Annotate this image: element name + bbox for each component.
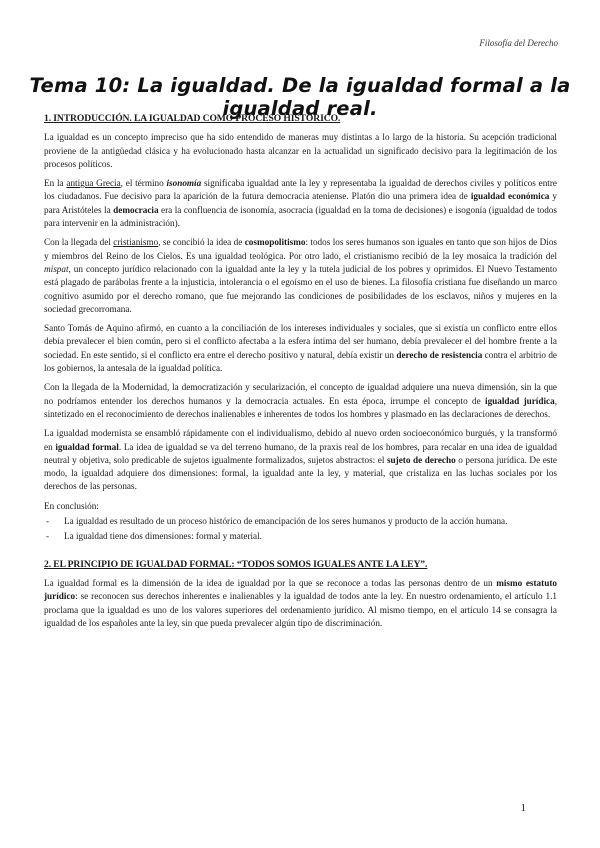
text: Con la llegada del <box>44 237 114 248</box>
paragraph <box>44 177 557 230</box>
text: : se reconocen sus derechos inherentes e inalienables y la igualdad de todos ante la ley. En nuestro ordenamiento, el artículo 1.1 proclama que la igualdad es uno de los valores superiores del ordenamiento jurídico. Al mismo tiempo, en el artículo 14 se consagra la igualdad de los españoles ante la ley, sin que pueda prevalecer algún tipo de discriminación. <box>44 591 557 628</box>
text: era la confluencia de isonomía, asocracia (igualdad en la toma de decisiones) e isogonía (igualdad de todos para intervenir en la administración). <box>44 204 557 229</box>
list-item-text: La igualdad es resultado de un proceso histórico de emancipación de los seres humanos y producto de la acción humana. <box>64 516 508 527</box>
page-number: 1 <box>520 802 526 814</box>
bold-term: igualdad formal <box>55 441 119 452</box>
paragraph <box>44 236 557 316</box>
paragraph <box>44 381 557 421</box>
document-body <box>44 112 557 636</box>
text: , se concibió la idea de <box>158 237 245 248</box>
section-2-heading: 2. EL PRINCIPIO DE IGUALDAD FORMAL: “TODOS SOMOS IGUALES ANTE LA LEY”. <box>44 558 428 570</box>
text: En la <box>44 178 67 189</box>
conclusion-list <box>44 515 557 544</box>
paragraph <box>44 577 557 630</box>
paragraph <box>44 322 557 375</box>
text: significaba igualdad ante la ley y representaba la igualdad de derechos civiles y políticos entre los ciudadanos. Fue decisivo para la aparición de la futura democracia ateniense. Platón dio una primera idea de <box>44 178 557 202</box>
text: . La idea de igualdad se va del terreno humano, de la praxis real de los hombres, para recalar en una idea de igualdad neutral y objetiva, solo predicable de sujetos igualmente formalizados, sujetos abstractos: el <box>44 441 558 465</box>
underlined-term: antigua Grecia <box>66 178 121 189</box>
conclusion-label: En conclusión: <box>44 500 99 511</box>
text: Santo Tomás de Aquino afirmó, en cuanto a la conciliación de los intereses individuales y sociales, que si existía un conflicto entre ellos debía prevalecer el bien común, pero si el conflicto afectaba a la esfera íntima del ser humano, debía prevalecer el del hombre frente a la sociedad. En este sentido, si el conflicto era entre el derecho positivo y natural, debía existir un <box>44 323 557 360</box>
list-marker: - <box>46 531 50 542</box>
text: : todos los seres humanos son iguales en tanto que son hijos de Dios y miembros del Reino de los Cielos. Es una igualdad teológica. Por otro lado, el cristianismo recibió de la ley mosaica la tradición del <box>44 237 557 261</box>
text: o persona jurídica. De este modo, la igualdad adquiere dos dimensiones: formal, la igualdad ante la ley, y material, que cristaliza en las luchas sociales por los derechos de las personas. <box>44 454 557 492</box>
italic-term: mispat <box>44 263 69 274</box>
text: , el término <box>120 178 167 189</box>
text: , un concepto jurídico relacionado con la igualdad ante la ley y la tutela judicial de los pobres y oprimidos. El Nuevo Testamento está plagado de parábolas frente a la injusticia, intolerancia o el egoísmo en el uso de bienes. La filosofía cristiana fue diseñando un marco cognitivo asumido por el derecho romano, que fue mejorando las condiciones de posibilidades de los esclavos, niños y mujeres en la sociedad grecorromana. <box>44 263 557 314</box>
list-marker: - <box>46 516 50 527</box>
underlined-term: cristianismo <box>113 237 159 248</box>
bold-term: democracia <box>113 204 159 215</box>
text: , sintetizado en el reconocimiento de derechos inalienables e inherentes de todos los hombres y plasmado en las declaraciones de derechos. <box>44 395 557 419</box>
text: La igualdad formal es la dimensión de la idea de igualdad por la que se reconoce a todas las personas dentro de un <box>44 577 497 588</box>
list-item-text: La igualdad tiene dos dimensiones: formal y material. <box>64 531 262 542</box>
page-title: Tema 10: La igualdad. De la igualdad formal a la igualdad real. <box>29 74 571 120</box>
running-header: Filosofía del Derecho <box>479 38 558 48</box>
bold-term: derecho de resistencia <box>396 349 483 360</box>
section-1-heading: 1. INTRODUCCIÓN. LA IGUALDAD COMO PROCESO HISTÓRICO. <box>44 113 341 124</box>
text: La igualdad modernista se ensambló rápidamente con el individualismo, debido al nuevo orden socioeconómico burgués, y la transformó en <box>44 428 557 452</box>
text: y para Aristóteles la <box>44 191 558 215</box>
paragraph: La igualdad es un concepto impreciso que ha sido entendido de maneras muy distintas a lo largo de la historia. Su acepción tradicional proviene de la antigüedad clásica y ha evolucionado hasta alcanzar en la actualidad un significado decisivo para la legitimación de los procesos políticos. <box>44 132 557 169</box>
bold-term: isonomía <box>166 178 202 189</box>
bold-term: igualdad económica <box>470 191 550 202</box>
bold-term: mismo estatuto jurídico <box>44 577 557 602</box>
bold-term: cosmopolitismo <box>244 237 306 248</box>
bold-term: igualdad jurídica <box>485 395 555 406</box>
list-item <box>44 515 557 528</box>
text: Con la llegada de la Modernidad, la democratización y secularización, el concepto de igualdad adquiere una nueva dimensión, sin la que no podríamos entender los derechos humanos y la democracia actuales. En esta época, irrumpe el concepto de <box>44 382 557 406</box>
text: contra el arbitrio de los gobiernos, la antesala de la igualdad política. <box>44 349 557 374</box>
bold-term: sujeto de derecho <box>386 454 456 465</box>
list-item <box>44 530 557 543</box>
paragraph <box>44 427 557 493</box>
